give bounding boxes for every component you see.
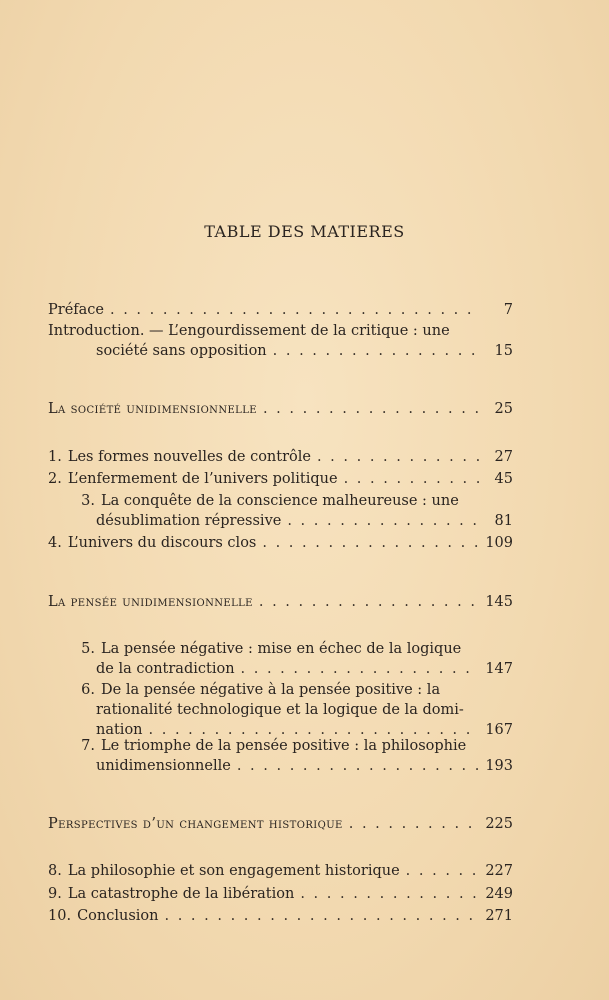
chapter-title-line2: désublimation répressive xyxy=(96,513,282,529)
entry-page: 7 xyxy=(503,302,513,318)
chapter-title-line3: nation xyxy=(96,722,143,738)
leader-dots xyxy=(317,447,479,467)
toc-chapter xyxy=(48,861,513,881)
entry-label-line2: société sans opposition xyxy=(96,343,267,359)
leader-dots xyxy=(241,659,479,679)
chapter-title-line2: de la contradiction xyxy=(96,661,235,677)
leader-dots xyxy=(237,756,479,776)
chapter-page: 167 xyxy=(485,722,513,738)
chapter-page: 27 xyxy=(494,449,513,465)
leader-dots xyxy=(406,861,479,881)
chapter-number: 9. xyxy=(48,886,62,902)
chapter-page: 249 xyxy=(485,886,513,902)
toc-entry-introduction xyxy=(48,321,513,361)
toc-chapter xyxy=(48,906,513,926)
toc-part-heading xyxy=(48,399,513,419)
leader-dots xyxy=(262,533,479,553)
chapter-title: La philosophie et son engagement historique xyxy=(67,863,400,879)
chapter-page: 45 xyxy=(494,471,513,487)
leader-dots xyxy=(110,300,479,320)
toc-chapter xyxy=(48,639,513,679)
chapter-page: 109 xyxy=(485,535,513,551)
chapter-title-line1: La conquête de la conscience malheureuse : une xyxy=(101,493,459,509)
chapter-title: La catastrophe de la libération xyxy=(67,886,295,902)
chapter-number: 3. xyxy=(81,493,95,509)
chapter-title: L’enfermement de l’univers politique xyxy=(67,471,338,487)
leader-dots xyxy=(259,592,479,612)
leader-dots xyxy=(164,906,479,926)
chapter-page: 227 xyxy=(485,863,513,879)
chapter-number: 1. xyxy=(48,449,62,465)
leader-dots xyxy=(349,814,479,834)
entry-page: 15 xyxy=(494,343,513,359)
leader-dots xyxy=(300,884,479,904)
chapter-title: Conclusion xyxy=(77,908,159,924)
entry-label: Préface xyxy=(48,302,104,318)
leader-dots xyxy=(344,469,479,489)
leader-dots xyxy=(263,399,479,419)
chapter-number: 7. xyxy=(81,738,95,754)
toc-chapter xyxy=(48,884,513,904)
chapter-page: 147 xyxy=(485,661,513,677)
chapter-title: Les formes nouvelles de contrôle xyxy=(67,449,311,465)
toc-chapter xyxy=(48,447,513,467)
chapter-title-line1: La pensée négative : mise en échec de la logique xyxy=(101,641,462,657)
part-title: La pensée unidimensionnelle xyxy=(48,594,253,610)
chapter-page: 81 xyxy=(494,513,513,529)
chapter-number: 6. xyxy=(81,682,95,698)
chapter-number: 10. xyxy=(48,908,72,924)
toc-part-heading xyxy=(48,814,513,834)
toc-chapter xyxy=(48,533,513,553)
part-page: 25 xyxy=(494,401,513,417)
part-page: 225 xyxy=(485,816,513,832)
leader-dots xyxy=(287,511,479,531)
chapter-page: 193 xyxy=(485,758,513,774)
toc-chapter xyxy=(48,469,513,489)
chapter-number: 8. xyxy=(48,863,62,879)
chapter-number: 5. xyxy=(81,641,95,657)
toc-chapter xyxy=(48,680,513,740)
toc-chapter xyxy=(48,491,513,531)
toc-chapter xyxy=(48,736,513,776)
entry-label-line1: Introduction. — L’engourdissement de la critique : une xyxy=(48,323,450,339)
chapter-title-line2: rationalité technologique et la logique de la domi- xyxy=(96,702,464,718)
toc-part-heading xyxy=(48,592,513,612)
chapter-number: 4. xyxy=(48,535,62,551)
leader-dots xyxy=(273,341,479,361)
chapter-title-line1: Le triomphe de la pensée positive : la philosophie xyxy=(101,738,467,754)
part-page: 145 xyxy=(485,594,513,610)
chapter-page: 271 xyxy=(485,908,513,924)
chapter-title: L’univers du discours clos xyxy=(67,535,257,551)
chapter-number: 2. xyxy=(48,471,62,487)
chapter-title-line2: unidimensionnelle xyxy=(96,758,231,774)
toc-entry-preface xyxy=(48,300,513,320)
chapter-title-line1: De la pensée négative à la pensée positive : la xyxy=(101,682,441,698)
part-title: Perspectives d’un changement historique xyxy=(48,816,343,832)
part-title: La société unidimensionnelle xyxy=(48,401,257,417)
page-title: TABLE DES MATIERES xyxy=(204,222,405,241)
